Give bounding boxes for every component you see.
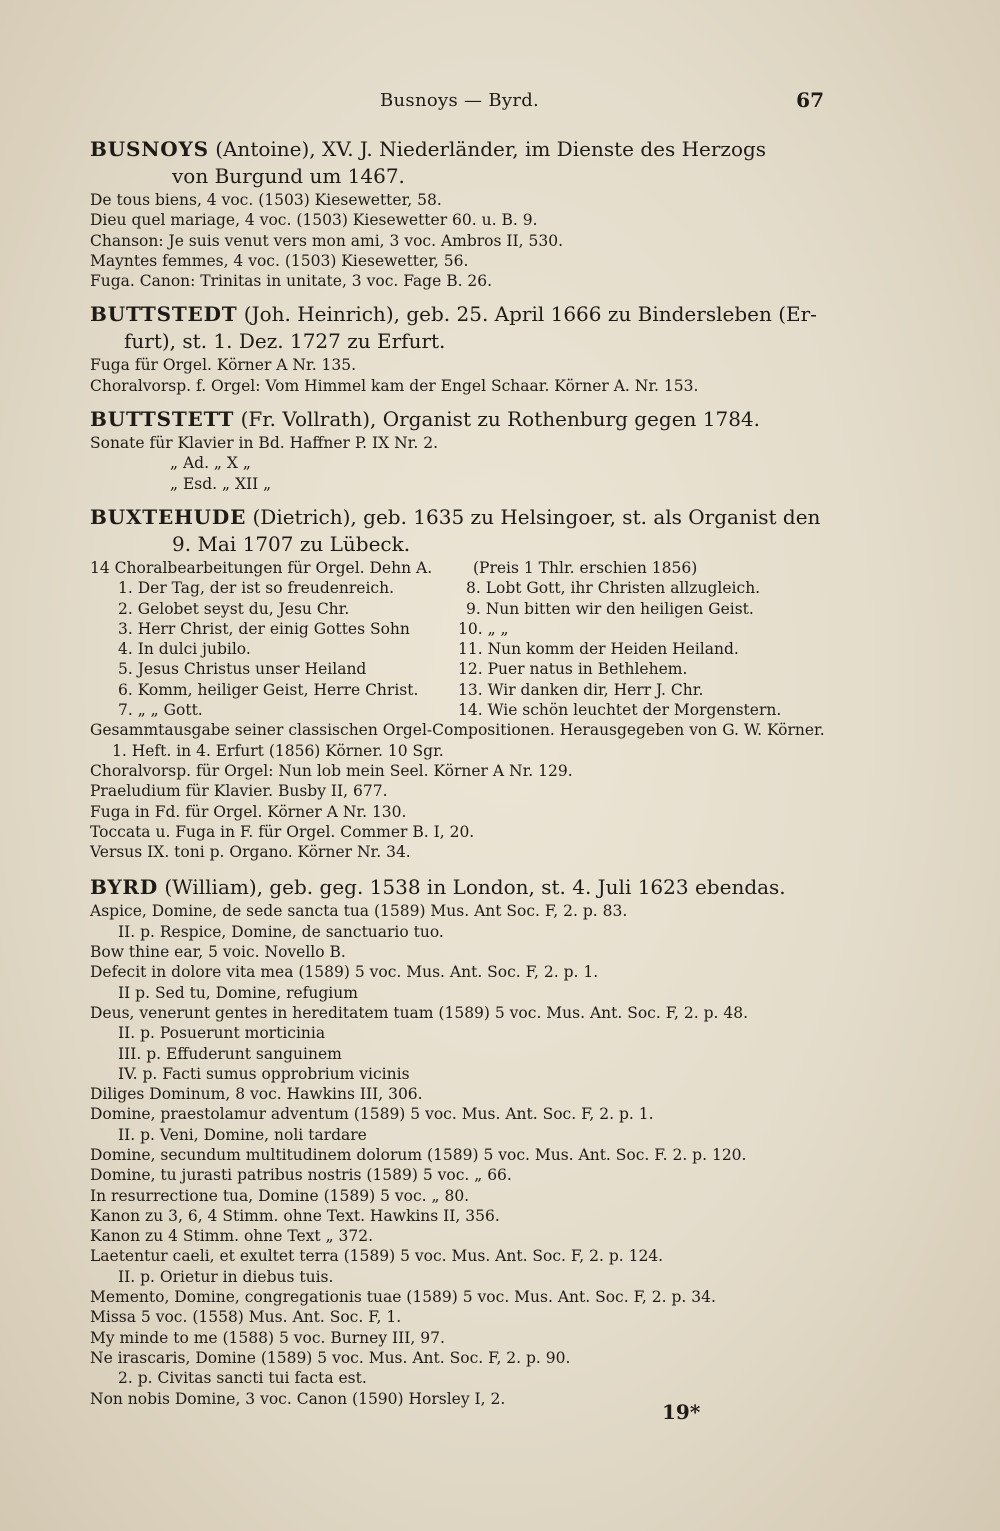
list-item: 7. „ „ Gott. <box>118 701 203 720</box>
list-item: 8. Lobt Gott, ihr Christen allzugleich. <box>466 579 761 598</box>
chorale-columns <box>90 578 822 720</box>
work-item: Fuga für Orgel. Körner A Nr. 135. <box>90 356 357 375</box>
entry-bio-continued: 9. Mai 1707 zu Lübeck. <box>172 531 411 556</box>
work-item: Defecit in dolore vita mea (1589) 5 voc. Mus. Ant. Soc. F, 2. p. 1. <box>90 963 599 982</box>
list-item: 11. Nun komm der Heiden Heiland. <box>458 640 739 659</box>
work-item: Deus, venerunt gentes in hereditatem tuam (1589) 5 voc. Mus. Ant. Soc. F, 2. p. 48. <box>90 1003 749 1022</box>
entry-name: BUXTEHUDE <box>90 504 247 529</box>
entry-heading-buttstedt <box>90 301 822 355</box>
running-title: Busnoys — Byrd. <box>380 90 540 111</box>
work-item: Gesammtausgabe seiner classischen Orgel-Compositionen. Herausgegeben von G. W. Körner. <box>90 721 825 740</box>
work-item: Laetentur caeli, et exultet terra (1589) 5 voc. Mus. Ant. Soc. F, 2. p. 124. <box>90 1247 664 1266</box>
work-item: IV. p. Facti sumus opprobrium vicinis <box>118 1064 410 1083</box>
collection-lead <box>90 558 822 578</box>
list-item: 3. Herr Christ, der einig Gottes Sohn <box>118 619 410 638</box>
work-item: De tous biens, 4 voc. (1503) Kiesewetter, 58. <box>90 191 442 209</box>
list-item: 4. In dulci jubilo. <box>118 640 251 659</box>
work-item: Non nobis Domine, 3 voc. Canon (1590) Horsley I, 2. <box>90 1389 506 1408</box>
work-item: Domine, praestolamur adventum (1589) 5 voc. Mus. Ant. Soc. F, 2. p. 1. <box>90 1105 654 1124</box>
entry-heading-buxtehude <box>90 504 822 558</box>
work-item: Bow thine ear, 5 voic. Novello B. <box>90 943 346 962</box>
list-item: 6. Komm, heiliger Geist, Herre Christ. <box>118 680 419 699</box>
work-item: Choralvorsp. f. Orgel: Vom Himmel kam der Engel Schaar. Körner A. Nr. 153. <box>90 376 699 395</box>
work-list-byrd <box>90 901 822 1408</box>
work-item: II p. Sed tu, Domine, refugium <box>118 983 358 1002</box>
work-list-buttstett <box>90 433 822 494</box>
work-item: II. p. Respice, Domine, de sanctuario tuo. <box>118 922 444 941</box>
work-item: Sonate für Klavier in Bd. Haffner P. IX Nr. 2. <box>90 434 438 453</box>
work-list-buttstedt <box>90 355 822 396</box>
work-item: Aspice, Domine, de sede sancta tua (1589) Mus. Ant Soc. F, 2. p. 83. <box>90 902 628 921</box>
work-item: II. p. Orietur in diebus tuis. <box>118 1267 334 1286</box>
work-list-buxtehude <box>90 558 825 862</box>
work-item: Kanon zu 4 Stimm. ohne Text „ 372. <box>90 1227 374 1246</box>
chorale-column-right <box>456 578 822 720</box>
list-item: 14. Wie schön leuchtet der Morgenstern. <box>458 701 782 720</box>
entry-bio-continued: von Burgund um 1467. <box>172 164 405 188</box>
list-item: 1. Der Tag, der ist so freudenreich. <box>118 579 395 598</box>
entry-name: BUTTSTETT <box>90 407 235 432</box>
entry-heading-busnoys <box>90 136 822 190</box>
work-item: 1. Heft. in 4. Erfurt (1856) Körner. 10 Sgr. <box>112 741 444 760</box>
work-item: Choralvorsp. für Orgel: Nun lob mein Seel. Körner A Nr. 129. <box>90 761 573 780</box>
work-item: Kanon zu 3, 6, 4 Stimm. ohne Text. Hawkins II, 356. <box>90 1206 500 1225</box>
work-item: Domine, tu jurasti patribus nostris (1589) 5 voc. „ 66. <box>90 1166 512 1185</box>
work-item: My minde to me (1588) 5 voc. Burney III, 97. <box>90 1328 445 1347</box>
entry-heading-byrd <box>90 874 822 901</box>
work-item: Fuga in Fd. für Orgel. Körner A Nr. 130. <box>90 802 407 821</box>
chorale-column-left <box>90 578 441 720</box>
signature-mark: 19* <box>662 1400 701 1424</box>
work-item: II. p. Veni, Domine, noli tardare <box>118 1125 367 1144</box>
work-item: Toccata u. Fuga in F. für Orgel. Commer B. I, 20. <box>90 822 475 841</box>
entry-name: BUSNOYS <box>90 137 209 161</box>
work-item: Ne irascaris, Domine (1589) 5 voc. Mus. Ant. Soc. F, 2. p. 90. <box>90 1348 571 1367</box>
entry-name: BUTTSTEDT <box>90 302 238 327</box>
list-item: 5. Jesus Christus unser Heiland <box>118 660 367 679</box>
entry-bio-continued: furt), st. 1. Dez. 1727 zu Erfurt. <box>124 329 446 354</box>
work-item: Versus IX. toni p. Organo. Körner Nr. 34. <box>90 843 411 862</box>
work-item: Missa 5 voc. (1558) Mus. Ant. Soc. F, 1. <box>90 1308 402 1327</box>
entry-bio: (William), geb. geg. 1538 in London, st. 4. Juli 1623 ebendas. <box>164 875 786 900</box>
entry-bio: (Antoine), XV. J. Niederländer, im Dienste des Herzogs <box>215 137 767 161</box>
page-header <box>90 88 822 122</box>
entry-name: BYRD <box>90 875 158 900</box>
page-body <box>90 136 825 1409</box>
collection-note: (Preis 1 Thlr. erschien 1856) <box>473 558 698 577</box>
work-list-busnoys <box>90 190 822 291</box>
work-item: Domine, secundum multitudinem dolorum (1589) 5 voc. Mus. Ant. Soc. F. 2. p. 120. <box>90 1145 747 1164</box>
work-item: II. p. Posuerunt morticinia <box>118 1024 326 1043</box>
list-item: 12. Puer natus in Bethlehem. <box>458 660 688 679</box>
page-number: 67 <box>796 88 824 112</box>
work-item: Memento, Domine, congregationis tuae (1589) 5 voc. Mus. Ant. Soc. F, 2. p. 34. <box>90 1288 716 1307</box>
entry-heading-buttstett <box>90 406 822 433</box>
work-item: 2. p. Civitas sancti tui facta est. <box>118 1369 367 1388</box>
list-item: 13. Wir danken dir, Herr J. Chr. <box>458 680 704 699</box>
work-item: „ Esd. „ XII „ <box>170 474 272 493</box>
work-item: III. p. Effuderunt sanguinem <box>118 1044 342 1063</box>
work-item: Diliges Dominum, 8 voc. Hawkins III, 306. <box>90 1085 423 1104</box>
collection-title: 14 Choralbearbeitungen für Orgel. Dehn A. <box>90 558 433 577</box>
list-item: 2. Gelobet seyst du, Jesu Chr. <box>118 599 350 618</box>
work-item: In resurrectione tua, Domine (1589) 5 voc. „ 80. <box>90 1186 470 1205</box>
entry-bio: (Fr. Vollrath), Organist zu Rothenburg gegen 1784. <box>240 407 761 432</box>
work-item: Fuga. Canon: Trinitas in unitate, 3 voc. Fage B. 26. <box>90 272 493 291</box>
entry-bio: (Joh. Heinrich), geb. 25. April 1666 zu Bindersleben (Er- <box>243 302 817 327</box>
work-item: Praeludium für Klavier. Busby II, 677. <box>90 782 388 801</box>
work-item: „ Ad. „ X „ <box>170 454 251 473</box>
work-item: Chanson: Je suis venut vers mon ami, 3 voc. Ambros II, 530. <box>90 231 563 250</box>
work-item: Dieu quel mariage, 4 voc. (1503) Kiesewetter 60. u. B. 9. <box>90 211 538 230</box>
list-item: 9. Nun bitten wir den heiligen Geist. <box>466 599 754 618</box>
work-item: Mayntes femmes, 4 voc. (1503) Kiesewetter, 56. <box>90 251 469 270</box>
list-item: 10. „ „ <box>458 619 509 638</box>
entry-bio: (Dietrich), geb. 1635 zu Helsingoer, st. als Organist den <box>252 504 821 529</box>
